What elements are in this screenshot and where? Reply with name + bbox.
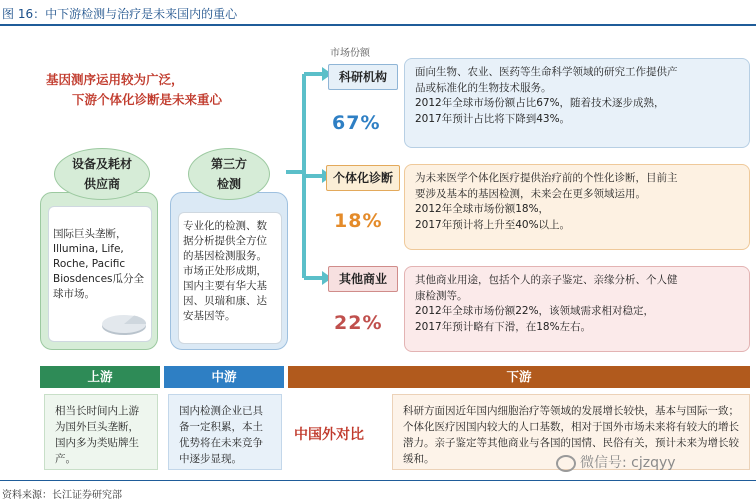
segment-other-line: 2017年预计略有下滑，在18%左右。	[415, 320, 592, 333]
upstream-heading	[54, 148, 150, 200]
segment-research-tag: 科研机构	[328, 64, 398, 90]
market-share-header: 市场份额	[330, 48, 370, 59]
upstream-body: 国际巨头垄断，Illumina, Life, Roche, Pacific Biosdences瓜分全球市场。	[48, 206, 152, 342]
segment-research-line: 2012年全球市场份额占比67%，随着技术逐步成熟，	[415, 97, 665, 109]
segment-research-line: 2017年预计占比将下降到43%。	[415, 112, 571, 125]
segment-research-panel	[404, 58, 750, 148]
segment-diagnosis-text	[405, 165, 749, 239]
bottom-midstream: 国内检测企业已具备一定积累，本土优势将在未来竞争中逐步显现。	[168, 394, 282, 470]
bar-downstream: 下游	[288, 366, 750, 388]
segment-other-text	[405, 267, 749, 341]
segment-research-line: 品或标准化的生物技术服务。	[415, 81, 552, 94]
wechat-watermark	[556, 452, 676, 472]
segment-other-panel	[404, 266, 750, 352]
segment-other-tag: 其他商业	[328, 266, 398, 292]
bar-midstream: 中游	[164, 366, 284, 388]
bottom-downstream: 科研方面因近年国内细胞治疗等领域的发展增长较快，基本与国际一致；个体化医疗因国内较大的人口基数，相对于国外市场未来将有较大的增长潜力。亲子鉴定等其他商业与各国的国情、民俗有关，预计未来为增长较缓和。	[392, 394, 750, 470]
midstream-heading-line2: 检测	[216, 177, 241, 191]
segment-research-text	[405, 59, 749, 133]
segment-research-line: 面向生物、农业、医药等生命科学领域的研究工作提供产	[415, 66, 678, 78]
segment-research-pct: 67%	[332, 112, 381, 134]
segment-diagnosis-tag: 个体化诊断	[326, 165, 400, 191]
bar-upstream: 上游	[40, 366, 160, 388]
wechat-icon	[556, 455, 576, 472]
segment-diagnosis-panel	[404, 164, 750, 250]
segment-diagnosis-line: 2012年全球市场份额18%，	[415, 203, 550, 215]
segment-diagnosis-line: 为未来医学个体化医疗提供治疗前的个性化诊断，目前主	[415, 172, 678, 184]
source-note: 资料来源：长江证券研究部	[2, 490, 122, 501]
segment-diagnosis-pct: 18%	[334, 210, 383, 232]
top-note-line1: 基因测序运用较为广泛，	[46, 72, 184, 87]
segment-other-line: 其他商业用途，包括个人的亲子鉴定、亲缘分析、个人健	[415, 274, 678, 286]
segment-other-pct: 22%	[334, 312, 383, 334]
top-note	[46, 70, 276, 110]
figure-title: 图 16：中下游检测与治疗是未来国内的重心	[0, 0, 756, 26]
segment-diagnosis-line: 要涉及基本的基因检测，未来会在更多领域运用。	[415, 187, 646, 200]
midstream-body: 专业化的检测、数据分析提供全方位的基因检测服务。市场正处形成期，国内主要有华大基因、贝瑞和康、达安基因等。	[178, 212, 282, 344]
segment-diagnosis-line: 2017年预计将上升至40%以上。	[415, 218, 571, 231]
segment-other-line: 康检测等。	[415, 289, 468, 302]
midstream-heading-line1: 第三方	[210, 157, 247, 171]
top-note-line2: 下游个体化诊断是未来重心	[72, 92, 223, 107]
upstream-heading-line1: 设备及耗材	[71, 157, 132, 171]
midstream-heading	[188, 148, 270, 200]
footer-divider	[0, 480, 756, 481]
bottom-upstream: 相当长时间内上游为国外巨头垄断，国内多为类贴牌生产。	[44, 394, 158, 470]
compare-label: 中国外对比	[294, 427, 364, 443]
wechat-watermark-text: 微信号: cjzqyy	[580, 455, 676, 471]
upstream-heading-line2: 供应商	[83, 177, 120, 191]
segment-other-line: 2012年全球市场份额22%，该领域需求相对稳定，	[415, 305, 655, 317]
pie-graphic	[100, 312, 148, 336]
